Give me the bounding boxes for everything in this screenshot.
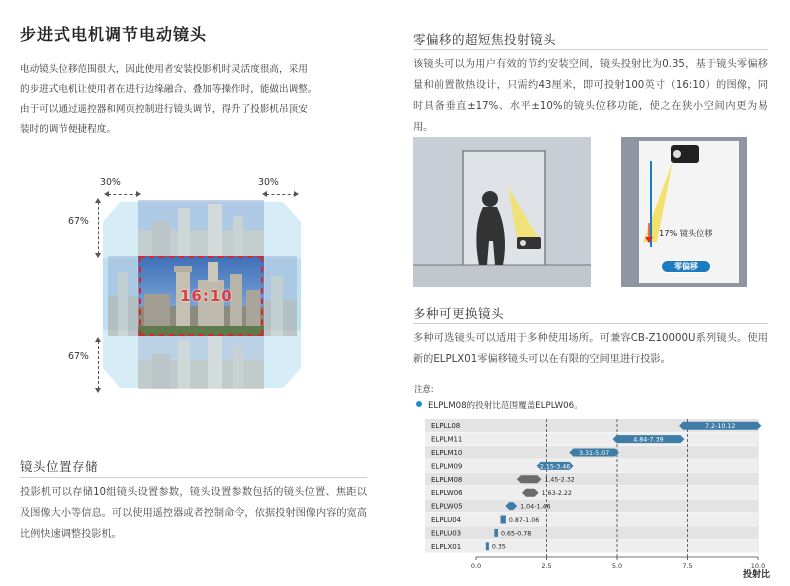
arrow-left-icon	[262, 191, 267, 197]
chart-row-band	[425, 526, 758, 539]
lenses-heading: 多种可更换镜头	[413, 306, 505, 321]
castle-photo-top	[138, 200, 264, 256]
h-shift-left-label: 30%	[100, 177, 121, 188]
arrow-right-icon	[294, 191, 299, 197]
chart-row-band	[425, 513, 758, 526]
throw-ratio-bar	[494, 529, 498, 537]
arrow-up-icon	[95, 337, 101, 342]
zero-offset-text: 该镜头可以为用户有效的节约安装空间，镜头投射比为0.35，基于镜头零偏移量和前置散热设计，只需约43厘米，即可投射100英寸（16:10）的图像，同时具备垂直±17%、水平±10%的镜头位移功能，使之在狭小空间内更为易用。	[413, 59, 768, 133]
intro-paragraph	[20, 60, 365, 140]
note-text: ELPLM08的投射比范围覆盖ELPLW06。	[428, 401, 583, 411]
arrow-down-icon	[95, 388, 101, 393]
chart-category-label: ELPLM09	[431, 462, 463, 471]
page-title: 步进式电机调节电动镜头	[20, 25, 208, 44]
chart-row-band	[425, 459, 758, 472]
arrow-down-icon	[95, 253, 101, 258]
castle-photo-left	[108, 256, 140, 336]
divider	[413, 323, 768, 324]
throw-ratio-value-label: 1.45-2.32	[544, 476, 575, 484]
v-shift-top-label: 67%	[68, 216, 89, 227]
memory-heading: 镜头位置存储	[20, 459, 99, 474]
lens-shift-label: 17% 镜头位移	[659, 228, 713, 238]
chart-category-label: ELPLU03	[431, 529, 462, 538]
lenses-text: 多种可选镜头可以适用于多种使用场所。可兼容CB-Z10000U系列镜头。使用新的ELPLX01零偏移镜头可以在有限的空间里进行投影。	[413, 333, 768, 365]
chart-category-label: ELPLL08	[431, 422, 461, 431]
chart-category-label: ELPLW05	[431, 502, 463, 511]
chart-category-label: ELPLM08	[431, 475, 463, 484]
throw-ratio-bar	[501, 516, 506, 524]
chart-category-label: ELPLX01	[431, 542, 462, 551]
x-tick-label: 10.0	[750, 562, 766, 570]
throw-ratio-value-label: 1.04-1.46	[520, 503, 551, 511]
throw-ratio-value-label: 4.84-7.39	[633, 436, 664, 444]
zero-offset-badge: 零偏移	[661, 260, 711, 273]
h-shift-left-line	[108, 194, 138, 195]
memory-text: 投影机可以存储10组镜头设置参数，镜头设置参数包括的镜头位置、焦距以及图像大小等信息。可以使用遥控器或者控制命令，依据投射图像内容的宽高比例快速调整投影机。	[20, 487, 367, 540]
note-label: 注意:	[414, 384, 434, 394]
throw-ratio-bar	[486, 542, 489, 550]
chart-row-band	[425, 432, 758, 445]
throw-ratio-value-label: 1.63-2.22	[541, 490, 572, 498]
h-shift-right-label: 30%	[258, 177, 279, 188]
arrow-left-icon	[104, 191, 109, 197]
shifted-image-right	[263, 256, 297, 336]
chart-category-label: ELPLW06	[431, 489, 463, 498]
throw-ratio-value-label: 7.2-10.12	[705, 423, 736, 431]
room-illustration	[413, 137, 591, 287]
throw-ratio-chart	[425, 419, 775, 585]
v-shift-bottom-label: 67%	[68, 351, 89, 362]
intro-line: 装时的调节便捷程度。	[20, 124, 116, 135]
v-shift-top-line	[98, 202, 99, 254]
throw-ratio-value-label: 2.15-3.46	[539, 463, 571, 471]
arrow-right-icon	[136, 191, 141, 197]
throw-ratio-value-label: 0.35	[491, 543, 506, 551]
x-tick-label: 0.0	[470, 562, 482, 570]
chart-row-band	[425, 499, 758, 512]
shifted-image-top	[138, 200, 264, 256]
chart-category-label: ELPLM10	[431, 449, 463, 457]
divider	[413, 49, 768, 50]
zero-offset-heading: 零偏移的超短焦投射镜头	[413, 32, 557, 47]
castle-photo-right	[263, 256, 297, 336]
x-axis-title: 投射比	[742, 570, 770, 580]
throw-ratio-value-label: 3.31-5.07	[578, 449, 610, 457]
x-tick-label: 7.5	[682, 562, 693, 570]
throw-ratio-value-label: 0.65-0.78	[500, 530, 532, 538]
x-tick-label: 5.0	[611, 562, 623, 570]
intro-line: 电动镜头位移范围很大，因此使用者安装投影机时灵活度很高，采用	[20, 64, 308, 75]
chart-category-label: ELPLM11	[431, 435, 463, 444]
divider	[20, 477, 367, 478]
bullet-icon	[416, 401, 422, 407]
shifted-image-bottom	[138, 336, 264, 389]
intro-line: 的步进式电机让使用者在进行边缘融合、叠加等操作时，能做出调整。	[20, 84, 318, 95]
shifted-image-left	[108, 256, 140, 336]
throw-ratio-value-label: 0.87-1.06	[508, 516, 540, 524]
chart-row-band	[425, 540, 758, 553]
throw-ratio-bar	[517, 475, 542, 483]
arrow-up-icon	[95, 198, 101, 203]
h-shift-right-line	[266, 194, 296, 195]
chart-row-band	[425, 486, 758, 499]
intro-line: 由于可以通过遥控器和网页控制进行镜头调节，得升了投影机吊顶安	[20, 104, 308, 115]
woman-silhouette-illustration	[413, 137, 591, 287]
x-tick-label: 2.5	[541, 562, 552, 570]
note-item	[416, 399, 583, 411]
v-shift-bottom-line	[98, 341, 99, 389]
chart-row-band	[425, 473, 758, 486]
chart-category-label: ELPLU04	[431, 516, 462, 524]
aspect-ratio-label: 16:10	[180, 287, 233, 305]
castle-photo-bottom	[138, 336, 264, 389]
